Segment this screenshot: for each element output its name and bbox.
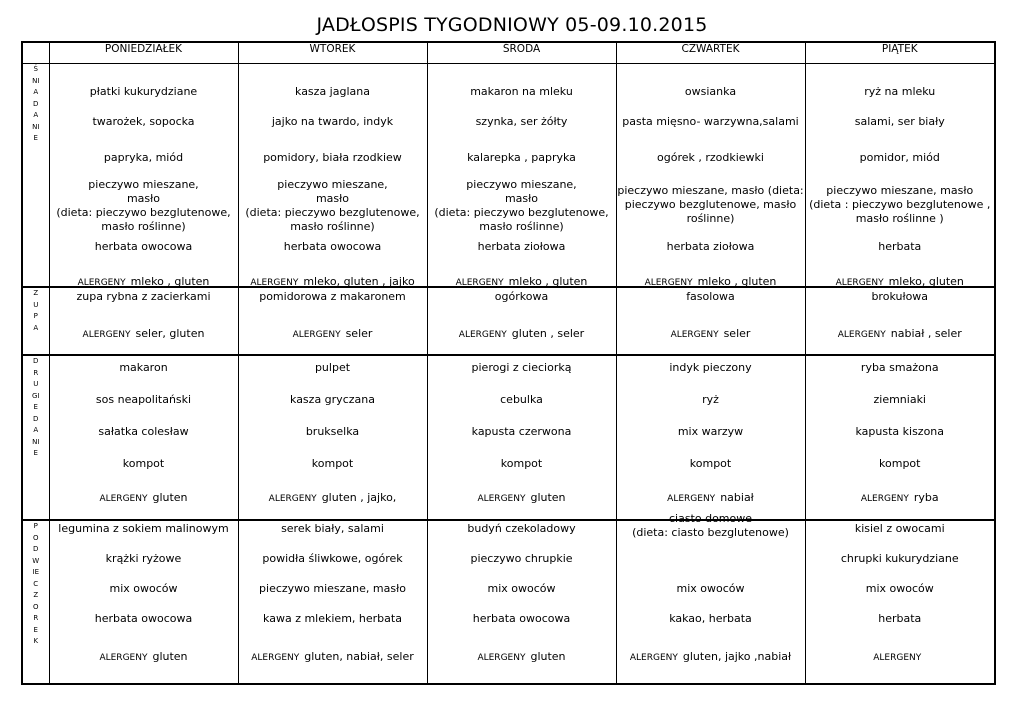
allergens-value: seler, gluten xyxy=(135,327,205,340)
allergens-label: ALERGENY xyxy=(670,330,719,340)
meal-name-vertical: ŚNIADANIE xyxy=(32,65,40,142)
menu-item: herbata xyxy=(878,240,922,253)
menu-item: pieczywo mieszane, masło (dieta : pieczywo bezglutenowe , masło roślinne ) xyxy=(809,184,991,225)
allergens-value: seler xyxy=(345,327,373,340)
menu-item: ciasto domowe (dieta: ciasto bezglutenowe) xyxy=(632,512,789,539)
menu-item: kasza gryczana xyxy=(290,393,375,406)
menu-item: kasza jaglana xyxy=(295,85,370,98)
menu-item: płatki kukurydziane xyxy=(89,85,198,98)
meal-name-vertical: PODWIECZOREK xyxy=(32,522,40,645)
menu-cell xyxy=(49,64,238,288)
menu-item: mix owoców xyxy=(487,582,556,595)
allergens-line xyxy=(806,491,995,506)
menu-item: pierogi z cieciorką xyxy=(471,361,572,374)
menu-item: pieczywo mieszane, masło (dieta: pieczywo bezglutenowe, masło roślinne) xyxy=(434,178,609,233)
allergens-value: gluten xyxy=(530,650,566,663)
allergens-label: ALERGENY xyxy=(837,330,886,340)
menu-item: pasta mięsno- warzywna,salami xyxy=(622,115,799,128)
allergens-line xyxy=(428,650,616,665)
menu-item: kisiel z owocami xyxy=(854,522,945,535)
menu-cell xyxy=(49,287,238,355)
day-header: ŚRODA xyxy=(427,42,616,64)
menu-cell xyxy=(238,355,427,520)
allergens-value: mleko , gluten xyxy=(130,275,210,288)
menu-item: pomidorowa z makaronem xyxy=(259,290,406,303)
allergens-label: ALERGENY xyxy=(477,653,526,663)
menu-item: mix owoców xyxy=(865,582,934,595)
menu-item: twarożek, sopocka xyxy=(92,115,195,128)
menu-cell xyxy=(427,520,616,684)
menu-item: mix warzyw xyxy=(677,425,744,438)
allergens-label: ALERGENY xyxy=(77,278,126,288)
allergens-label: ALERGENY xyxy=(667,494,716,504)
day-header: PONIEDZIAŁEK xyxy=(49,42,238,64)
menu-cell xyxy=(616,64,805,288)
allergens-value: mleko, gluten , jajko xyxy=(303,275,415,288)
allergens-value: mleko , gluten xyxy=(508,275,588,288)
menu-item: papryka, miód xyxy=(103,151,184,164)
menu-cell xyxy=(616,512,805,684)
allergens-label: ALERGENY xyxy=(873,653,922,663)
header-row xyxy=(22,42,995,64)
allergens-line xyxy=(617,491,805,506)
menu-item: pomidor, miód xyxy=(859,151,940,164)
allergens-value: seler xyxy=(723,327,751,340)
allergens-label: ALERGENY xyxy=(644,278,693,288)
allergens-value: gluten, jajko ,nabiał xyxy=(682,650,792,663)
menu-item: legumina z sokiem malinowym xyxy=(58,522,229,535)
meal-name-vertical: DRUGIE DANIE xyxy=(32,357,40,457)
header-corner xyxy=(22,42,49,64)
menu-item: zupa rybna z zacierkami xyxy=(76,290,211,303)
allergens-value: gluten xyxy=(152,491,188,504)
allergens-line xyxy=(239,491,427,506)
menu-item: pomidory, biała rzodkiew xyxy=(263,151,402,164)
meal-row-zupa xyxy=(22,287,995,355)
menu-item: indyk pieczony xyxy=(669,361,752,374)
menu-item: kapusta kiszona xyxy=(855,425,945,438)
allergens-value: nabiał , seler xyxy=(890,327,962,340)
meal-name-vertical: ZUPA xyxy=(33,289,39,332)
allergens-value: gluten, nabiał, seler xyxy=(304,650,414,663)
allergens-value: nabiał xyxy=(720,491,754,504)
menu-item: kawa z mlekiem, herbata xyxy=(263,612,402,625)
menu-item: herbata owocowa xyxy=(472,612,571,625)
allergens-value: gluten , jajko, xyxy=(321,491,397,504)
menu-item: brukselka xyxy=(305,425,360,438)
allergens-line xyxy=(239,327,427,342)
allergens-value: ryba xyxy=(913,491,939,504)
meal-side-label xyxy=(22,287,49,355)
menu-item: mix owoców xyxy=(109,582,178,595)
allergens-value: gluten xyxy=(530,491,566,504)
allergens-line xyxy=(428,491,616,506)
menu-item: sos neapolitański xyxy=(95,393,192,406)
menu-item: pieczywo chrupkie xyxy=(470,552,573,565)
menu-item: makaron xyxy=(119,361,168,374)
menu-cell xyxy=(805,287,995,355)
allergens-value: gluten , seler xyxy=(511,327,585,340)
allergens-line xyxy=(806,327,995,342)
menu-item: herbata ziołowa xyxy=(666,240,755,253)
meal-row-podwieczorek xyxy=(22,520,995,684)
menu-cell xyxy=(238,287,427,355)
allergens-line xyxy=(239,650,427,665)
allergens-label: ALERGENY xyxy=(860,494,909,504)
meal-side-label xyxy=(22,64,49,288)
menu-item: krążki ryżowe xyxy=(105,552,182,565)
menu-item: mix owoców xyxy=(676,582,745,595)
menu-item: herbata owocowa xyxy=(94,612,193,625)
menu-cell xyxy=(49,520,238,684)
allergens-label: ALERGENY xyxy=(251,653,300,663)
menu-item: kalarepka , papryka xyxy=(467,151,576,164)
menu-cell xyxy=(805,64,995,288)
menu-item: budyń czekoladowy xyxy=(467,522,576,535)
day-header: PIĄTEK xyxy=(805,42,995,64)
menu-item: szynka, ser żółty xyxy=(475,115,568,128)
menu-item: kompot xyxy=(879,457,921,470)
menu-cell xyxy=(805,520,995,684)
menu-item: salami, ser biały xyxy=(854,115,945,128)
menu-item: jajko na twardo, indyk xyxy=(271,115,394,128)
menu-item: ryba smażona xyxy=(860,361,939,374)
menu-item: herbata xyxy=(878,612,922,625)
menu-item: kompot xyxy=(500,457,543,470)
allergens-value: mleko , gluten xyxy=(697,275,777,288)
menu-cell xyxy=(238,520,427,684)
menu-cell xyxy=(616,355,805,520)
meal-row-drugie-danie xyxy=(22,355,995,520)
menu-item: herbata owocowa xyxy=(283,240,382,253)
menu-cell xyxy=(427,64,616,288)
menu-item: kakao, herbata xyxy=(669,612,752,625)
allergens-label: ALERGENY xyxy=(99,653,148,663)
allergens-line xyxy=(428,327,616,342)
menu-item: powidła śliwkowe, ogórek xyxy=(262,552,403,565)
meal-row-sniadanie xyxy=(22,64,995,288)
meal-side-label xyxy=(22,355,49,520)
menu-item: ogórkowa xyxy=(494,290,549,303)
menu-item: cebulka xyxy=(500,393,543,406)
menu-item: herbata owocowa xyxy=(94,240,193,253)
menu-item: kompot xyxy=(122,457,165,470)
menu-item: fasolowa xyxy=(686,290,735,303)
menu-cell xyxy=(616,287,805,355)
page-title: JADŁOSPIS TYGODNIOWY 05-09.10.2015 xyxy=(316,14,708,36)
allergens-label: ALERGENY xyxy=(458,330,507,340)
allergens-label: ALERGENY xyxy=(835,278,884,288)
allergens-label: ALERGENY xyxy=(268,494,317,504)
menu-item: sałatka colesław xyxy=(98,425,189,438)
menu-cell xyxy=(238,64,427,288)
menu-item: pieczywo mieszane, masło xyxy=(259,582,406,595)
menu-item: herbata ziołowa xyxy=(477,240,566,253)
menu-item: ogórek , rzodkiewki xyxy=(657,151,764,164)
allergens-label: ALERGENY xyxy=(292,330,341,340)
menu-item: makaron na mleku xyxy=(470,85,573,98)
menu-item: pieczywo mieszane, masło (dieta: pieczywo bezglutenowe, masło roślinne) xyxy=(56,178,231,233)
menu-table xyxy=(21,41,996,685)
allergens-value: gluten xyxy=(152,650,188,663)
menu-item: owsianka xyxy=(684,85,737,98)
menu-cell xyxy=(49,355,238,520)
menu-item: pieczywo mieszane, masło (dieta: pieczywo bezglutenowe, masło roślinne) xyxy=(245,178,420,233)
menu-item: pieczywo mieszane, masło (dieta: pieczywo bezglutenowe, masło roślinne) xyxy=(617,184,804,225)
allergens-value: mleko, gluten xyxy=(888,275,964,288)
menu-cell xyxy=(427,287,616,355)
allergens-line xyxy=(617,327,805,342)
menu-item: ryż na mleku xyxy=(864,85,936,98)
meal-side-label xyxy=(22,520,49,684)
allergens-line xyxy=(50,491,238,506)
menu-item: kompot xyxy=(689,457,732,470)
menu-item: kapusta czerwona xyxy=(471,425,572,438)
allergens-label: ALERGENY xyxy=(99,494,148,504)
menu-item: brokułowa xyxy=(871,290,929,303)
menu-item: ryż xyxy=(702,393,719,406)
allergens-line xyxy=(50,327,238,342)
menu-item: ziemniaki xyxy=(873,393,926,406)
allergens-line xyxy=(806,650,995,665)
menu-cell xyxy=(427,355,616,520)
allergens-line xyxy=(617,650,805,665)
menu-item: chrupki kukurydziane xyxy=(840,552,959,565)
allergens-label: ALERGENY xyxy=(455,278,504,288)
menu-item: pulpet xyxy=(314,361,351,374)
menu-item: kompot xyxy=(311,457,354,470)
menu-item: serek biały, salami xyxy=(281,522,384,535)
allergens-line xyxy=(50,650,238,665)
menu-cell xyxy=(805,355,995,520)
day-header: CZWARTEK xyxy=(616,42,805,64)
day-header: WTOREK xyxy=(238,42,427,64)
allergens-label: ALERGENY xyxy=(629,653,678,663)
allergens-label: ALERGENY xyxy=(82,330,131,340)
allergens-label: ALERGENY xyxy=(477,494,526,504)
allergens-label: ALERGENY xyxy=(250,278,299,288)
